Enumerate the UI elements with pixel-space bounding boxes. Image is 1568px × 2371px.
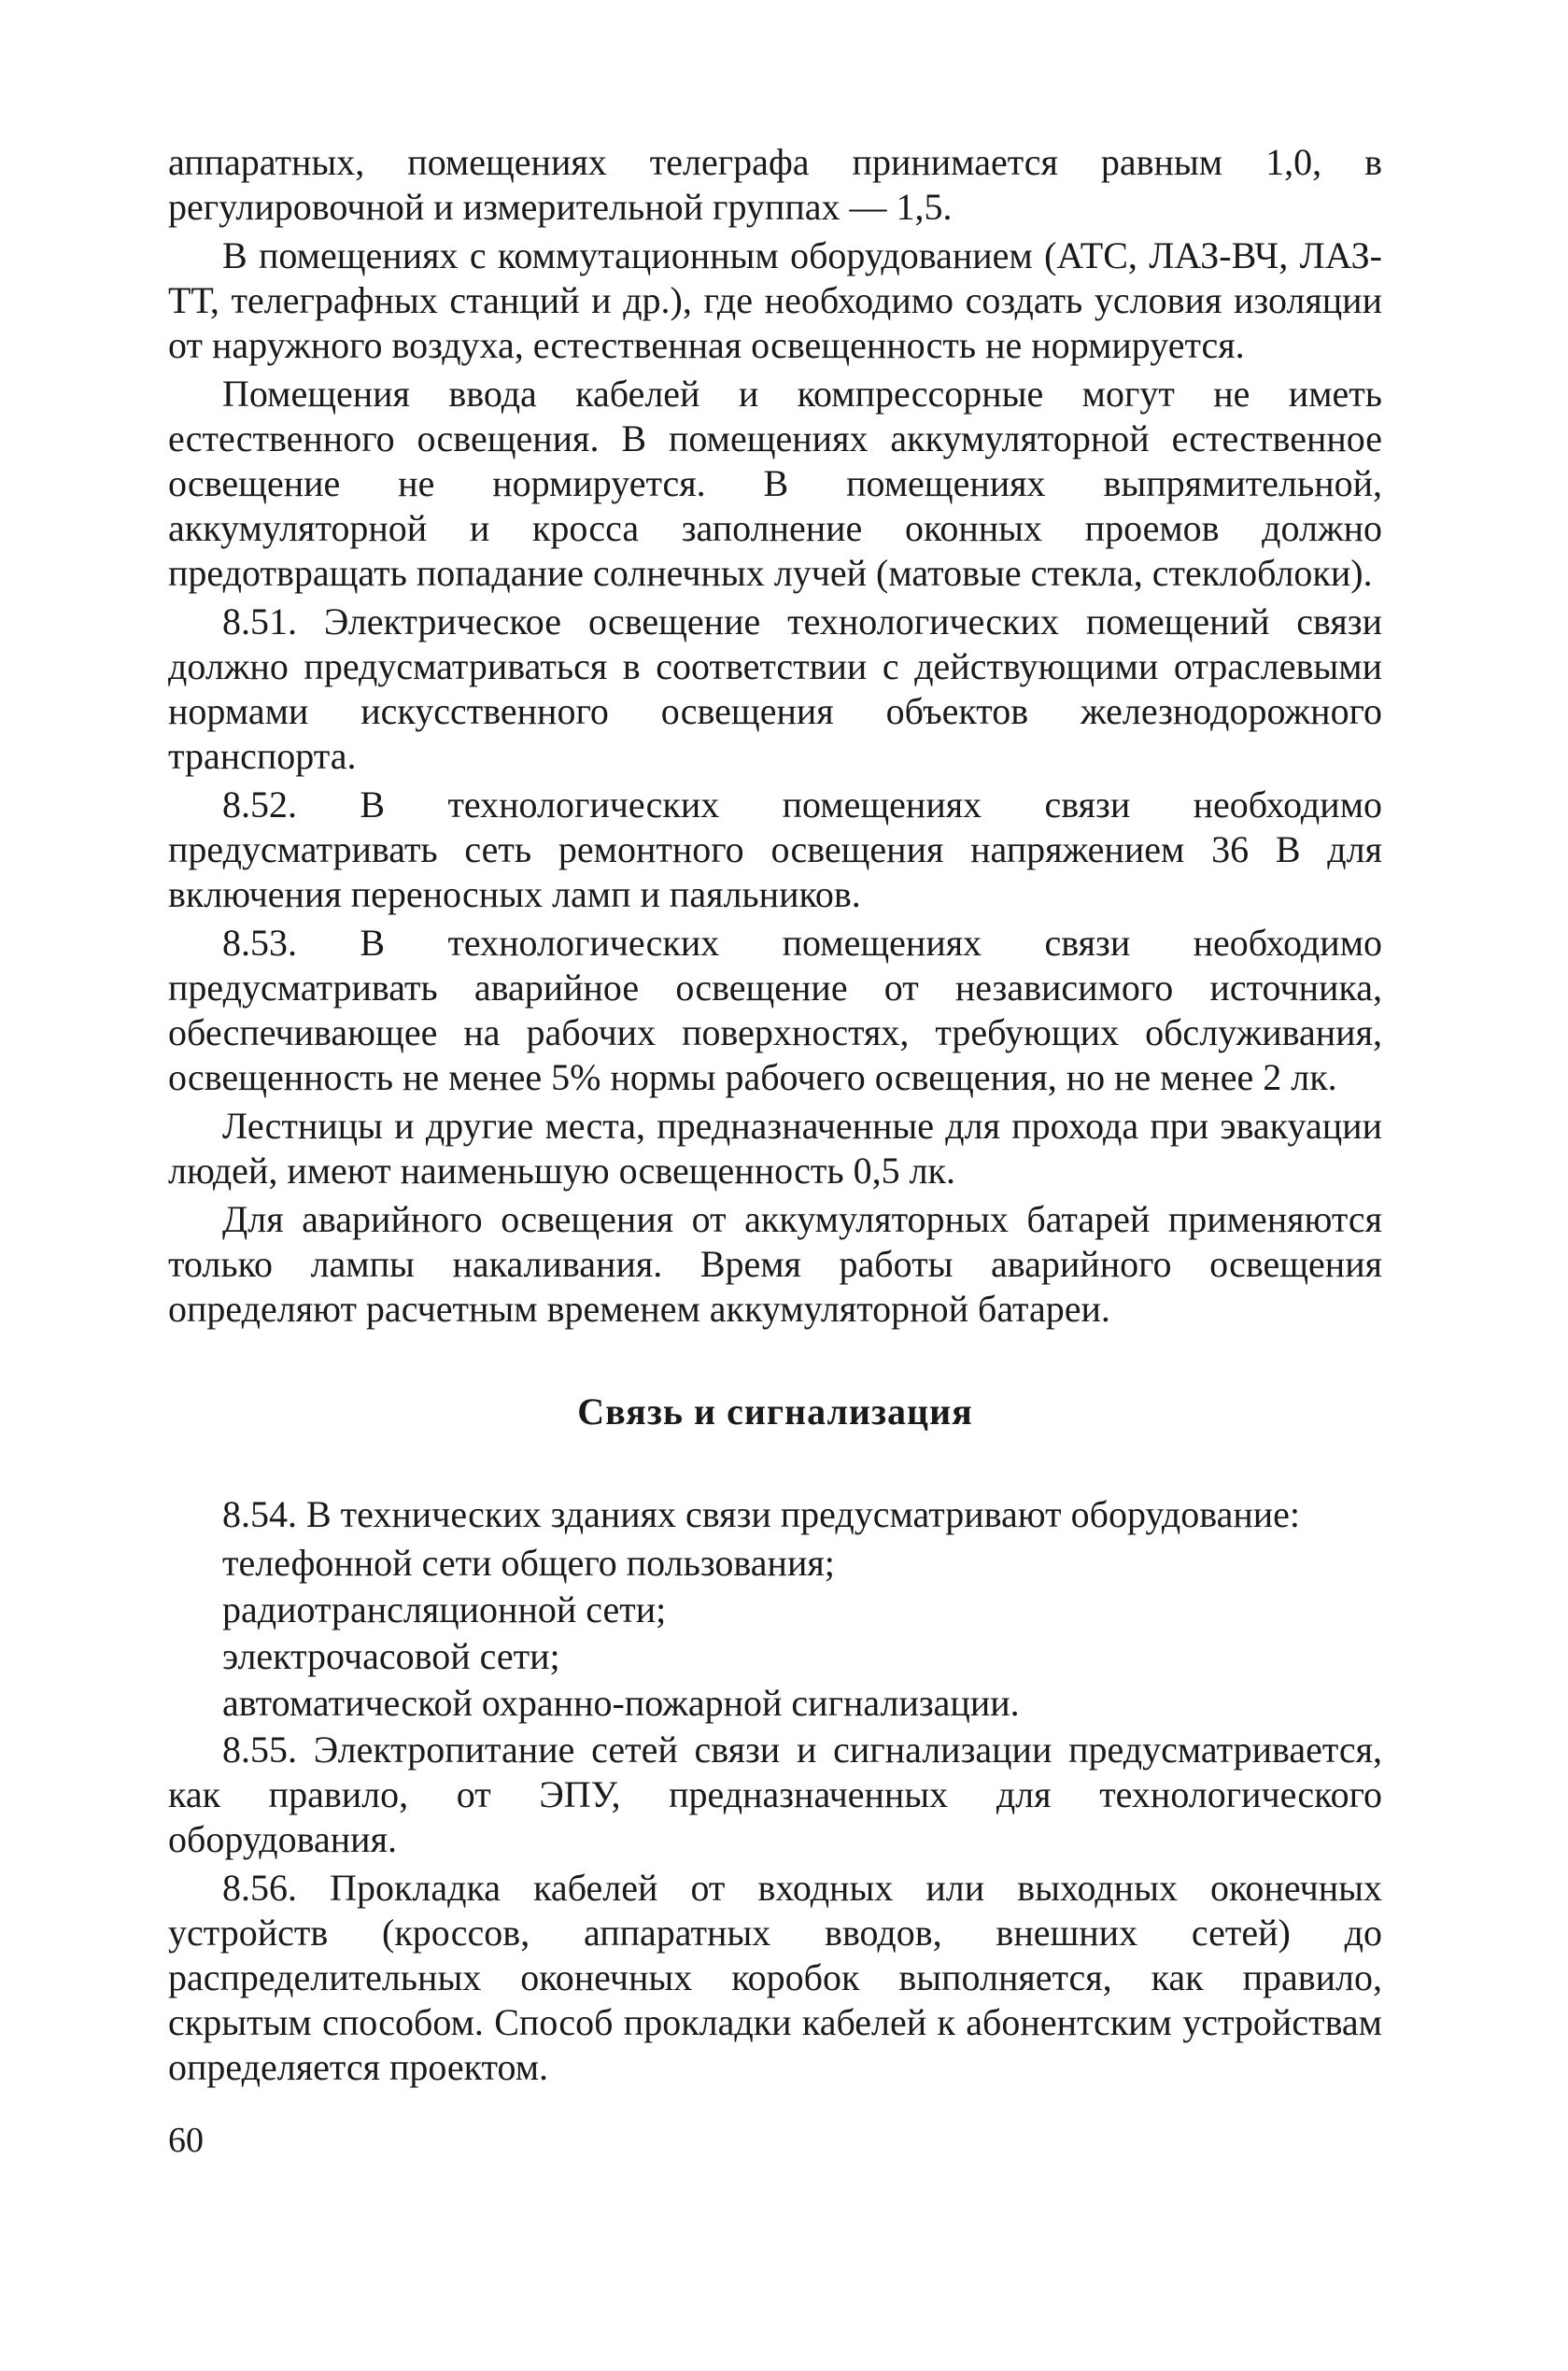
paragraph-continuation: аппаратных, помещениях телеграфа принимается равным 1,0, в регулировочной и измерительной группах — 1,5. [168,141,1382,228]
paragraph-8-54: 8.54. В технических зданиях связи предусматривают оборудование: [222,1493,1301,1535]
section-heading: Связь и сигнализация [577,1390,973,1432]
equipment-list [168,1541,1382,1726]
document-page [168,140,1382,2094]
page-number: 60 [168,2121,204,2160]
paragraph-switching-rooms: В помещениях с коммутационным оборудованием (АТС, ЛАЗ-ВЧ, ЛАЗ-ТТ, телеграфных станций и др.), где необходимо создать условия изоляции от наружного воздуха, естественная освещенность не нормируется. [168,234,1382,366]
paragraph-emergency-lamps: Для аварийного освещения от аккумуляторных батарей применяются только лампы накаливания. Время работы аварийного освещения определяют расчетным временем аккумуляторной батареи. [168,1198,1382,1330]
list-item: радиотрансляционной сети; [222,1588,667,1630]
paragraph-8-56: 8.56. Прокладка кабелей от входных или выходных оконечных устройств (кроссов, аппаратных вводов, внешних сетей) до распределительных оконечных коробок выполняется, как правило, скрытым способом. Способ прокладки кабелей к абонентским устройствам определяется проектом. [168,1867,1382,2088]
list-item: электрочасовой сети; [222,1635,560,1677]
paragraph-cable-entry-rooms: Помещения ввода кабелей и компрессорные могут не иметь естественного освещения. В помещениях аккумуляторной естественное освещение не нормируется. В помещениях выпрямительной, аккумуляторной и кросса заполнение оконных проемов должно предотвращать попадание солнечных лучей (матовые стекла, стеклоблоки). [168,373,1382,594]
list-item: автоматической охранно-пожарной сигнализации. [222,1682,1020,1724]
paragraph-8-51: 8.51. Электрическое освещение технологических помещений связи должно предусматриваться в соответствии с действующими отраслевыми нормами искусственного освещения объектов железнодорожного транспорта. [168,600,1382,777]
paragraph-stairs: Лестницы и другие места, предназначенные для прохода при эвакуации людей, имеют наименьшую освещенность 0,5 лк. [168,1105,1382,1192]
paragraph-8-53: 8.53. В технологических помещениях связи необходимо предусматривать аварийное освещение от независимого источника, обеспечивающее на рабочих поверхностях, требующих обслуживания, освещенность не менее 5% нормы рабочего освещения, но не менее 2 лк. [168,922,1382,1098]
body-text-before-heading [168,140,1382,1332]
paragraph-8-52: 8.52. В технологических помещениях связи необходимо предусматривать сеть ремонтного освещения напряжением 36 В для включения переносных ламп и паяльников. [168,783,1382,915]
list-item: телефонной сети общего пользования; [222,1542,835,1584]
paragraph-8-55: 8.55. Электропитание сетей связи и сигнализации предусматривается, как правило, от ЭПУ, предназначенных для технологического оборудования. [168,1729,1382,1860]
